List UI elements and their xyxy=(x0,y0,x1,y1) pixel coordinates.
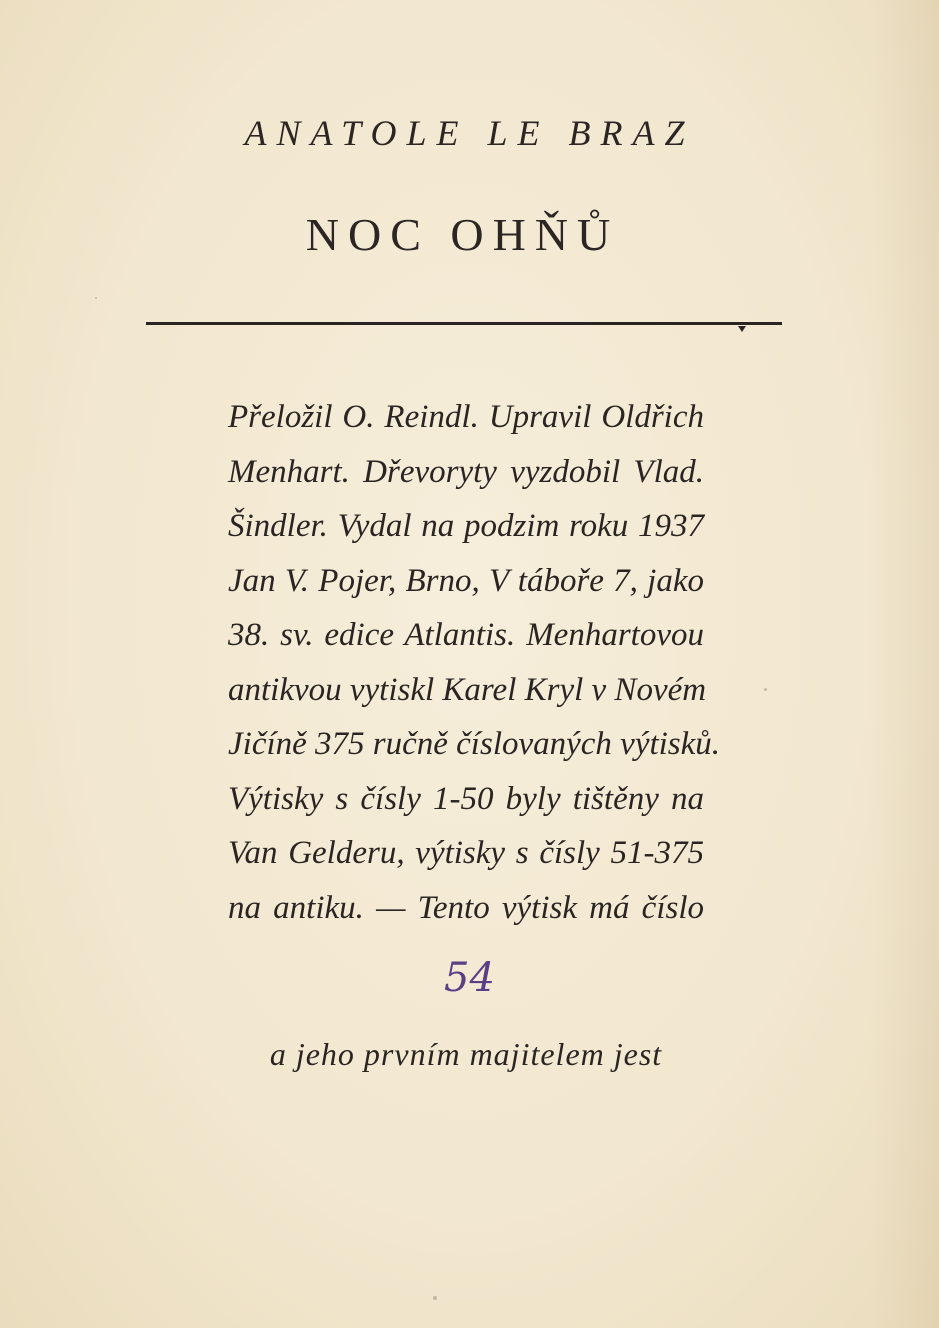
colophon-line: Přeložil O. Reindl. Upravil Oldřich xyxy=(228,399,704,435)
colophon-line: 38. sv. edice Atlantis. Menhartovou xyxy=(228,617,704,653)
colophon-line: Menhart. Dřevoryty vyzdobil Vlad. xyxy=(228,453,704,490)
paper-speck xyxy=(433,1296,437,1300)
paper-speck xyxy=(764,688,767,691)
colophon-line: Šindler. Vydal na podzim roku 1937 xyxy=(228,508,704,544)
book-title: NOC OHŇŮ xyxy=(305,209,620,260)
colophon-text xyxy=(228,390,721,935)
colophon-line: Jan V. Pojer, Brno, V táboře 7, jako xyxy=(228,562,704,599)
colophon-line: Van Gelderu, výtisky s čísly 51-375 xyxy=(228,835,704,871)
author-name: ANATOLE LE BRAZ xyxy=(244,113,695,153)
colophon-line: antikvou vytiskl Karel Kryl v Novém xyxy=(228,671,707,708)
divider-mark xyxy=(738,326,746,332)
handwritten-copy-number: 54 xyxy=(444,955,495,1001)
paper-speck xyxy=(95,297,97,299)
owner-line: a jeho prvním majitelem jest xyxy=(269,1036,663,1072)
colophon-line: Výtisky s čísly 1-50 byly tištěny na xyxy=(228,780,704,817)
colophon-line: Jičíně 375 ručně číslovaných výtisků. xyxy=(228,726,721,762)
colophon-line: na antiku. — Tento výtisk má číslo xyxy=(228,889,704,926)
divider-rule xyxy=(146,322,782,325)
page-edge-shadow xyxy=(869,0,939,1328)
